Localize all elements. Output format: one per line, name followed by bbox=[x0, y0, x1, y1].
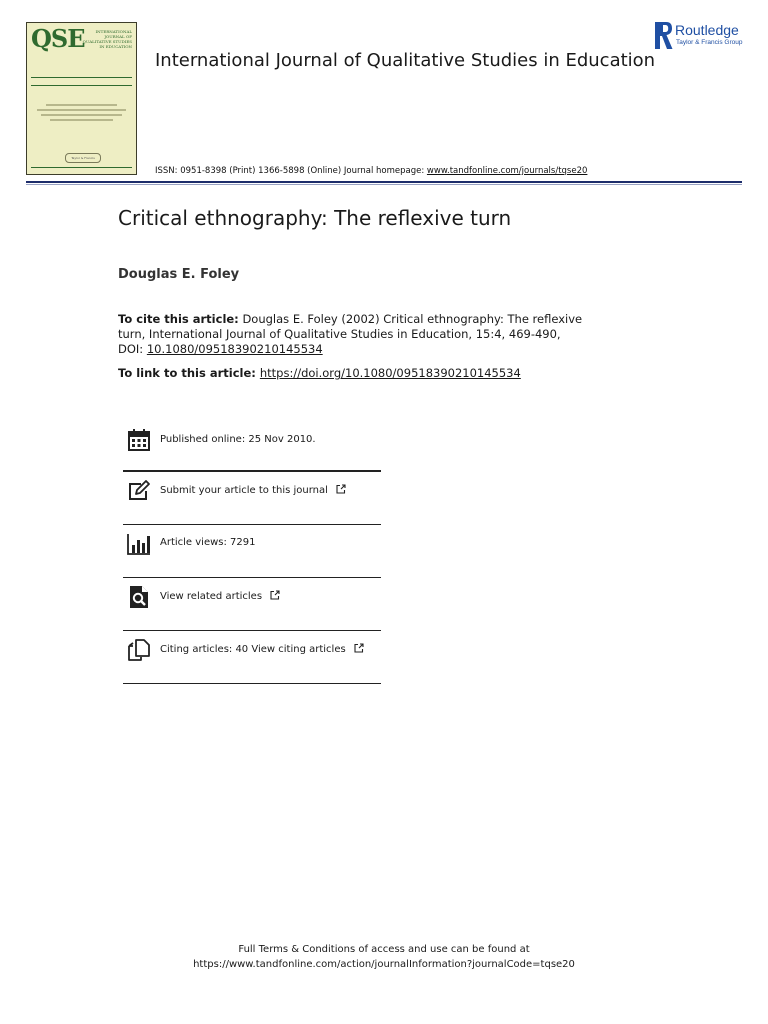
publisher-group: Taylor & Francis Group bbox=[676, 39, 743, 46]
journal-title: International Journal of Qualitative Studies in Education bbox=[155, 50, 656, 71]
related-row[interactable] bbox=[123, 578, 381, 631]
cover-rule bbox=[31, 85, 132, 86]
submit-row[interactable] bbox=[123, 472, 381, 525]
article-title: Critical ethnography: The reflexive turn bbox=[118, 206, 512, 230]
routledge-logo[interactable] bbox=[655, 22, 750, 50]
citing-articles-link[interactable] bbox=[160, 643, 364, 655]
external-link-icon bbox=[270, 590, 280, 600]
cover-publisher-mark: Taylor & Francis bbox=[65, 153, 101, 163]
bar-chart-icon bbox=[127, 532, 151, 556]
cover-abbrev: QSE bbox=[31, 24, 85, 53]
external-link-icon bbox=[354, 643, 364, 653]
publisher-name: Routledge bbox=[675, 22, 739, 38]
article-info-list bbox=[123, 422, 381, 684]
external-link-icon bbox=[336, 484, 346, 494]
published-date: Published online: 25 Nov 2010. bbox=[160, 434, 316, 445]
issn-line bbox=[155, 166, 587, 176]
copy-documents-icon bbox=[127, 638, 151, 662]
article-views: Article views: 7291 bbox=[160, 537, 256, 548]
document-search-icon bbox=[127, 585, 151, 609]
submit-article-link[interactable] bbox=[160, 484, 346, 496]
views-row bbox=[123, 525, 381, 578]
cite-doi-link[interactable]: 10.1080/09518390210145534 bbox=[146, 342, 323, 356]
footer-terms bbox=[0, 942, 768, 972]
published-row bbox=[123, 422, 381, 472]
citation-block bbox=[118, 312, 588, 357]
cite-label: To cite this article: bbox=[118, 312, 239, 326]
related-label: View related articles bbox=[160, 591, 263, 602]
header-rule bbox=[26, 181, 742, 183]
footer-line-1: Full Terms & Conditions of access and use can be found at bbox=[238, 944, 530, 955]
routledge-r-icon bbox=[655, 22, 673, 49]
link-label: To link to this article: bbox=[118, 366, 260, 380]
edit-icon bbox=[127, 479, 151, 503]
submit-label: Submit your article to this journal bbox=[160, 485, 328, 496]
header-rule-thin bbox=[26, 184, 742, 185]
cover-rule bbox=[31, 167, 132, 168]
cover-theme-text bbox=[37, 101, 126, 124]
article-doi-link[interactable]: https://doi.org/10.1080/09518390210145534 bbox=[259, 366, 521, 380]
divider bbox=[123, 683, 381, 684]
cover-rule bbox=[31, 77, 132, 78]
article-author: Douglas E. Foley bbox=[118, 267, 240, 282]
related-articles-link[interactable] bbox=[160, 590, 280, 602]
article-link-row bbox=[118, 366, 521, 381]
calendar-icon bbox=[127, 428, 151, 452]
cite-text: Douglas E. Foley (2002) Critical ethnography: The reflexive turn, International Journal of Qualitative Studies in Education, 15:4, 469-490, DOI: bbox=[118, 312, 583, 356]
journal-cover bbox=[26, 22, 137, 175]
citing-label: Citing articles: 40 View citing articles bbox=[160, 644, 346, 655]
footer-terms-link[interactable]: https://www.tandfonline.com/action/journalInformation?journalCode=tqse20 bbox=[193, 959, 575, 970]
citing-row[interactable] bbox=[123, 631, 381, 684]
journal-homepage-link[interactable]: www.tandfonline.com/journals/tqse20 bbox=[426, 166, 588, 176]
cover-title: INTERNATIONAL JOURNAL OF QUALITATIVE STUDIES IN EDUCATION bbox=[82, 29, 132, 49]
issn-text: ISSN: 0951-8398 (Print) 1366-5898 (Online) Journal homepage: bbox=[155, 166, 427, 176]
